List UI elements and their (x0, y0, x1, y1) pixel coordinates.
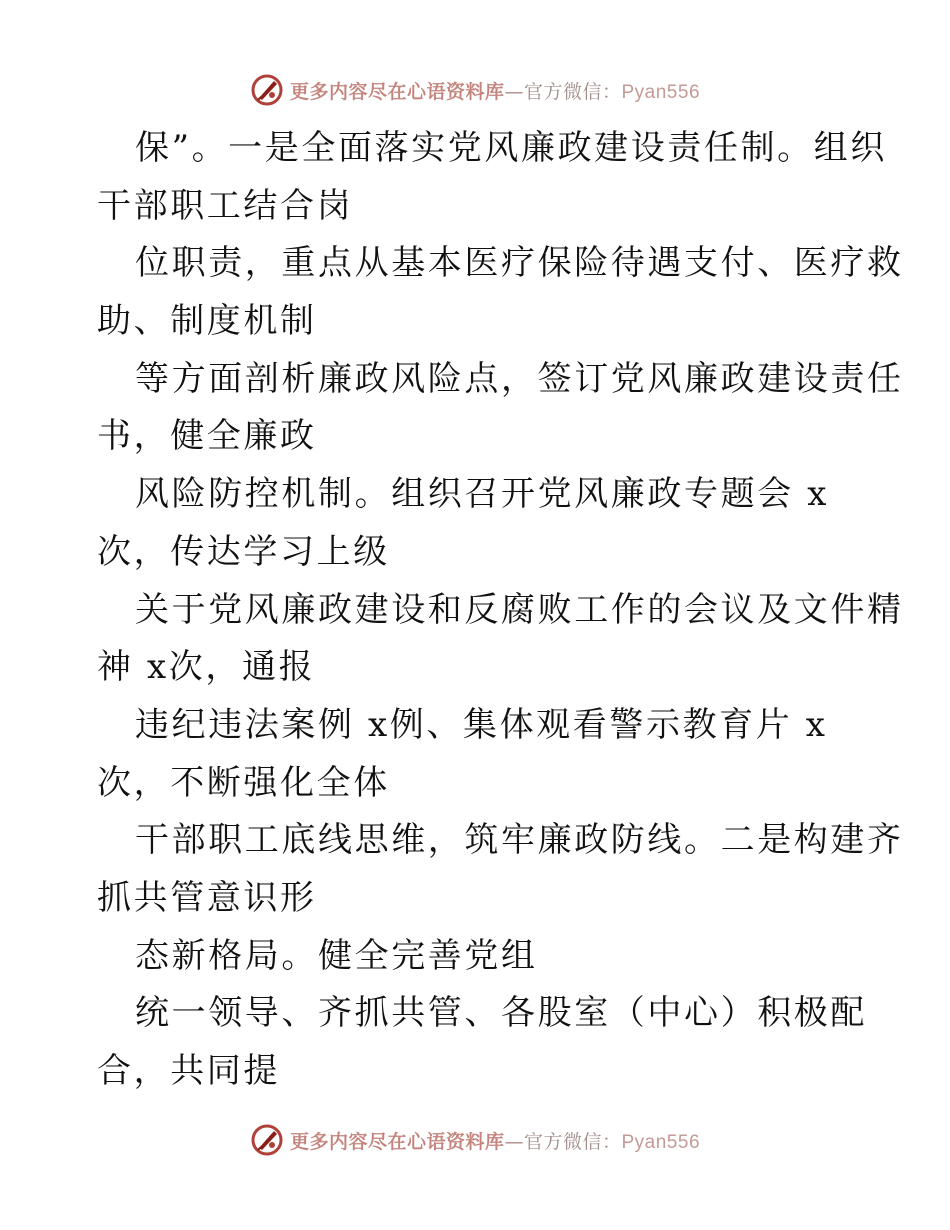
footer-watermark (0, 1118, 950, 1162)
text-line: 抓共管意识形 (97, 877, 317, 918)
watermark-brand: 更多内容尽在心语资料库 (289, 80, 505, 103)
text-line: 次，传达学习上级 (97, 531, 390, 572)
watermark-wechat-id: Pyan556 (621, 81, 701, 103)
text-line: 统一领导、齐抓共管、各股室（中心）积极配 (135, 993, 867, 1034)
header-watermark (0, 68, 950, 112)
watermark-separator: — (504, 80, 524, 103)
text-line: 合，共同提 (97, 1051, 280, 1091)
watermark-label: 官方微信： (523, 1130, 622, 1153)
text-line: 风险防控机制。组织召开党风廉政专题会 x (135, 474, 829, 515)
text-line: 干部职工结合岗 (97, 185, 354, 226)
text-line: 关于党风廉政建设和反腐败工作的会议及文件精 (135, 589, 904, 630)
quill-logo-icon (250, 1123, 284, 1157)
document-body (97, 120, 917, 1101)
text-line: 书，健全廉政 (97, 416, 317, 457)
text-line: 神 x次，通报 (97, 647, 316, 688)
watermark-separator: — (504, 1130, 524, 1153)
watermark-label: 官方微信： (523, 80, 622, 103)
text-line: 助、制度机制 (97, 301, 317, 342)
watermark-wechat-id: Pyan556 (621, 1131, 701, 1153)
text-line: 等方面剖析廉政风险点，签订党风廉政建设责任 (135, 358, 904, 399)
text-line: 次，不断强化全体 (97, 762, 390, 803)
text-line: 干部职工底线思维，筑牢廉政防线。二是构建齐 (135, 820, 904, 861)
watermark-brand: 更多内容尽在心语资料库 (289, 1130, 505, 1153)
text-line: 保”。一是全面落实党风廉政建设责任制。组织 (135, 128, 887, 168)
text-line: 违纪违法案例 x例、集体观看警示教育片 x (135, 704, 828, 745)
quill-logo-icon (250, 73, 284, 107)
text-line: 态新格局。健全完善党组 (135, 935, 538, 976)
text-line: 位职责，重点从基本医疗保险待遇支付、医疗救 (135, 243, 904, 284)
